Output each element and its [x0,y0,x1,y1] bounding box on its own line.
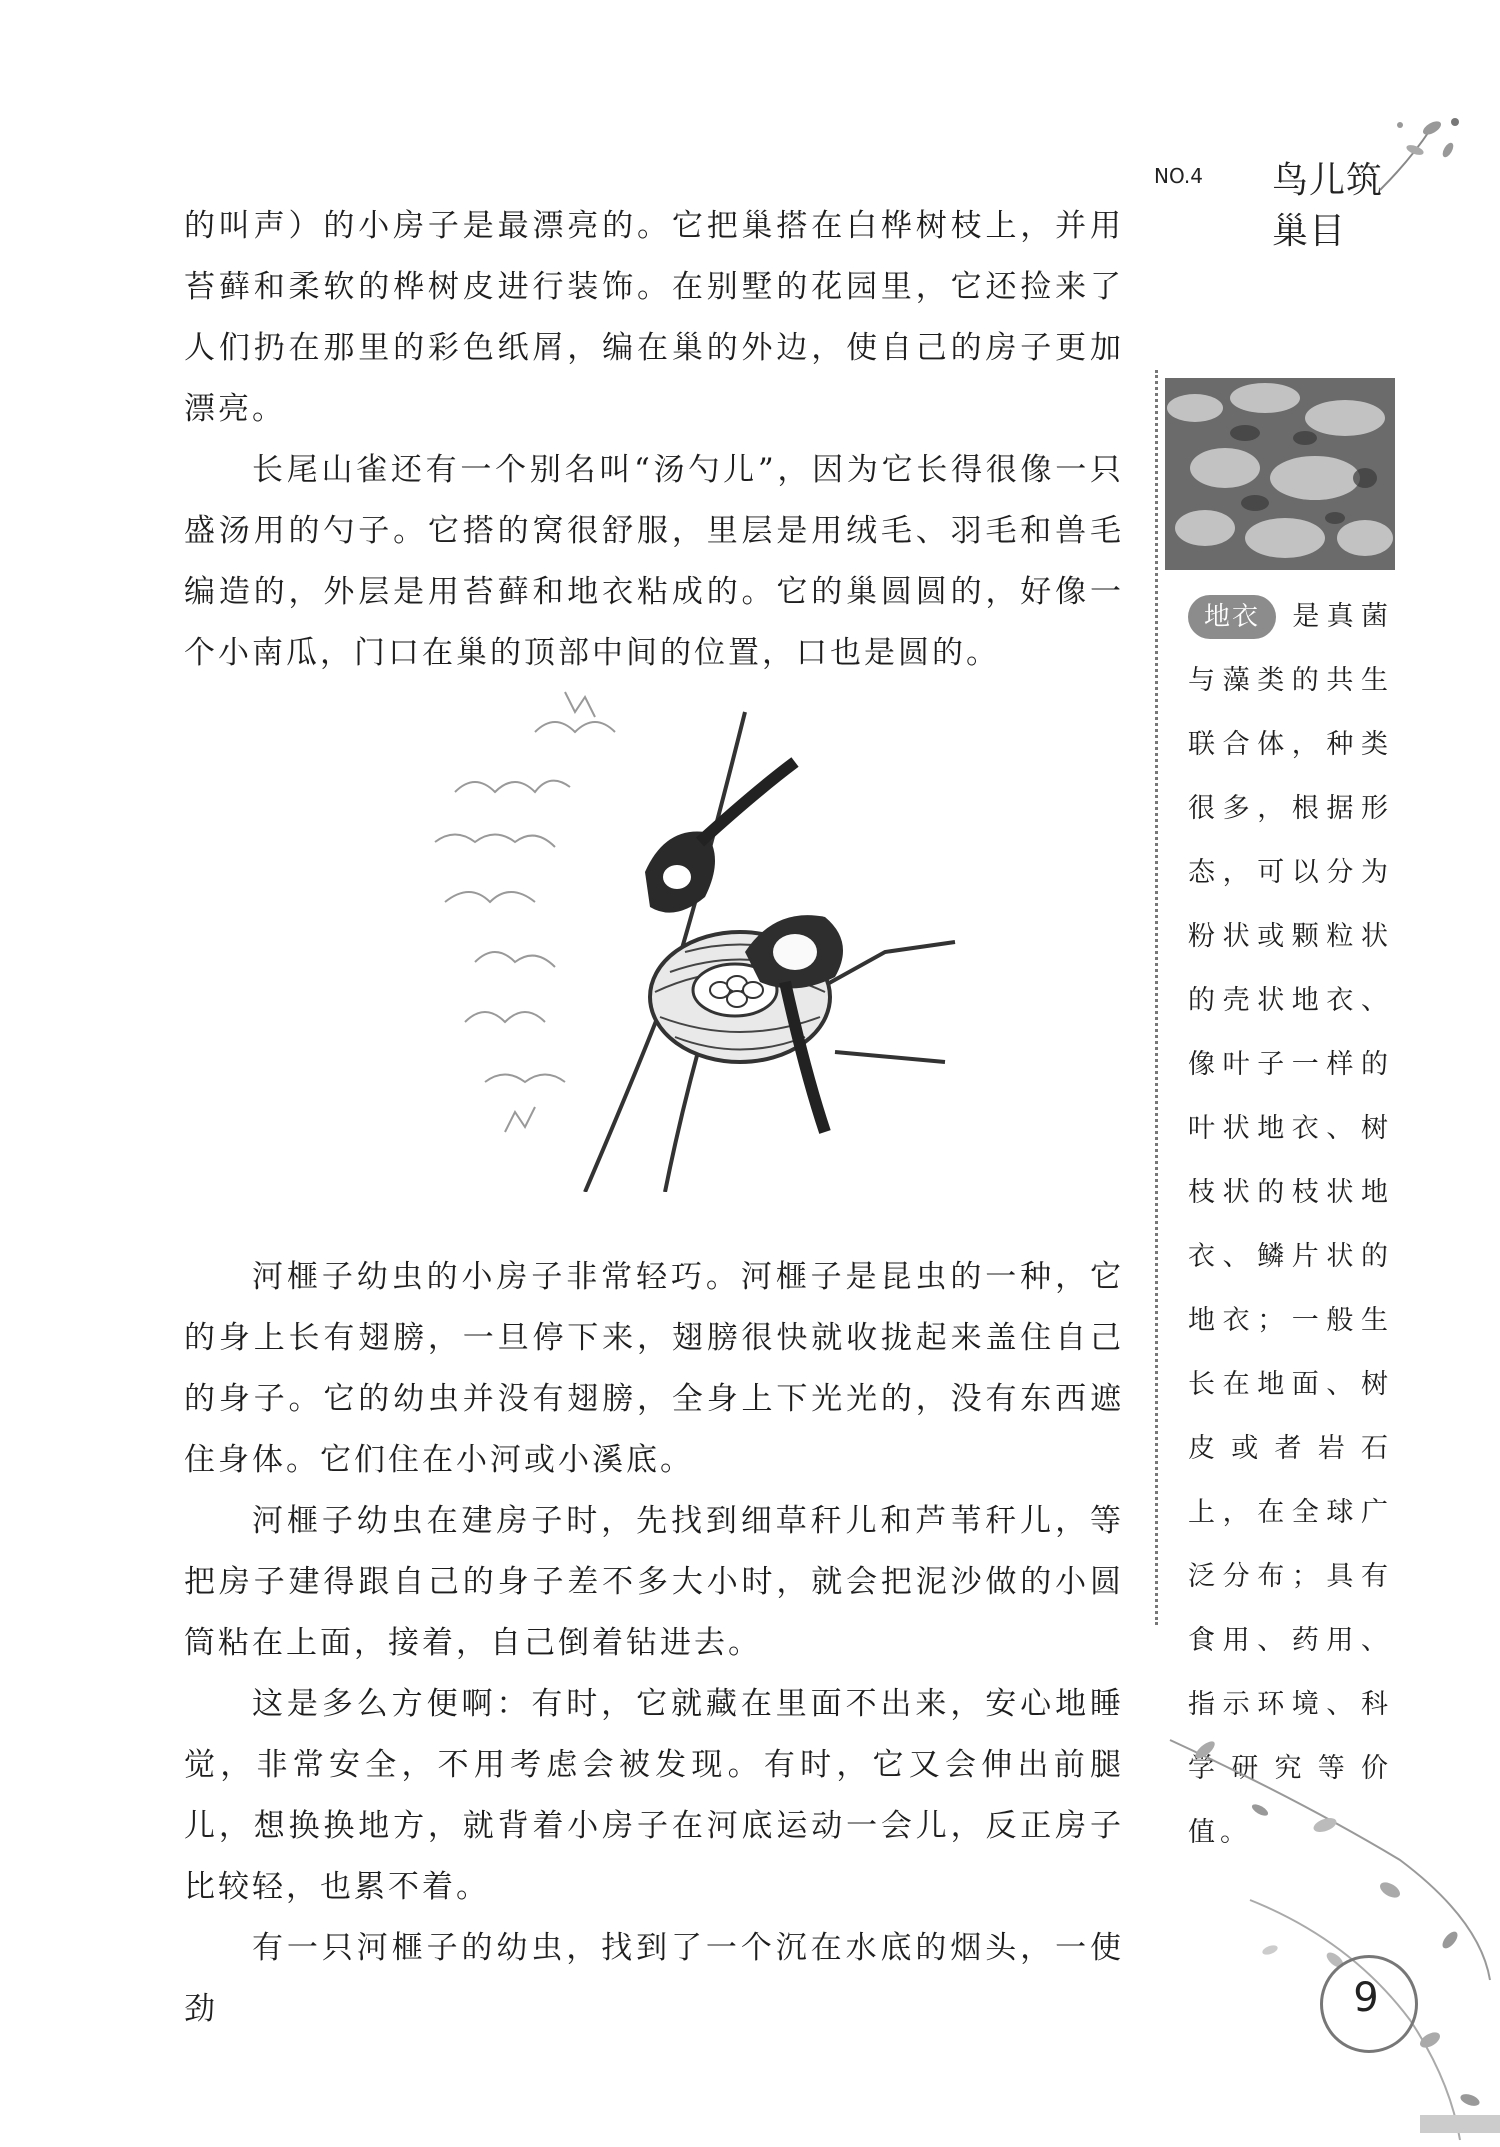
sidebar-note [1188,585,1393,1865]
bird-nest-illustration [415,672,995,1192]
paragraph: 的叫声）的小房子是最漂亮的。它把巢搭在白桦树枝上，并用苔藓和柔软的桦树皮进行装饰。在别墅的花园里，它还捡来了人们扔在那里的彩色纸屑，编在巢的外边，使自己的房子更加漂亮。 [184,208,1124,427]
lichen-photo [1165,378,1395,570]
header-leaf-decoration [1370,110,1470,200]
page-number-badge [1320,1955,1420,2055]
paragraph: 长尾山雀还有一个别名叫“汤勺儿”，因为它长得很像一只盛汤用的勺子。它搭的窝很舒服，里层是用绒毛、羽毛和兽毛编造的，外层是用苔藓和地衣粘成的。它的巢圆圆的，好像一个小南瓜，门口在巢的顶部中间的位置，口也是圆的。 [184,452,1124,671]
term-badge: 地衣 [1188,595,1276,639]
chapter-number: NO.4 [1154,164,1203,188]
vine-decoration [1150,1720,1500,2147]
paragraph: 这是多么方便啊：有时，它就藏在里面不出来，安心地睡觉，非常安全，不用考虑会被发现。有时，它又会伸出前腿儿，想换换地方，就背着小房子在河底运动一会儿，反正房子比较轻，也累不着。 [184,1686,1124,1905]
page-number: 9 [1353,1975,1379,2021]
term-definition: 是真菌与藻类的共生联合体，种类很多，根据形态，可以分为粉状或颗粒状的壳状地衣、像叶子一样的叶状地衣、树枝状的枝状地衣、鳞片状的地衣；一般生长在地面、树皮或者岩石上，在全球广泛分布；具有食用、药用、指示环境、科学研究等价值。 [1188,601,1393,1848]
chapter-title: 鸟儿筑巢目 [1272,160,1384,252]
paragraph: 河榧子幼虫在建房子时，先找到细草秆儿和芦苇秆儿，等把房子建得跟自己的身子差不多大小时，就会把泥沙做的小圆筒粘在上面，接着，自己倒着钻进去。 [184,1503,1124,1661]
paragraph: 有一只河榧子的幼虫，找到了一个沉在水底的烟头，一使劲 [184,1930,1124,2027]
paragraph: 河榧子幼虫的小房子非常轻巧。河榧子是昆虫的一种，它的身上长有翅膀，一旦停下来，翅膀很快就收拢起来盖住自己的身子。它的幼虫并没有翅膀，全身上下光光的，没有东西遮住身体。它们住在小河或小溪底。 [184,1259,1124,1478]
